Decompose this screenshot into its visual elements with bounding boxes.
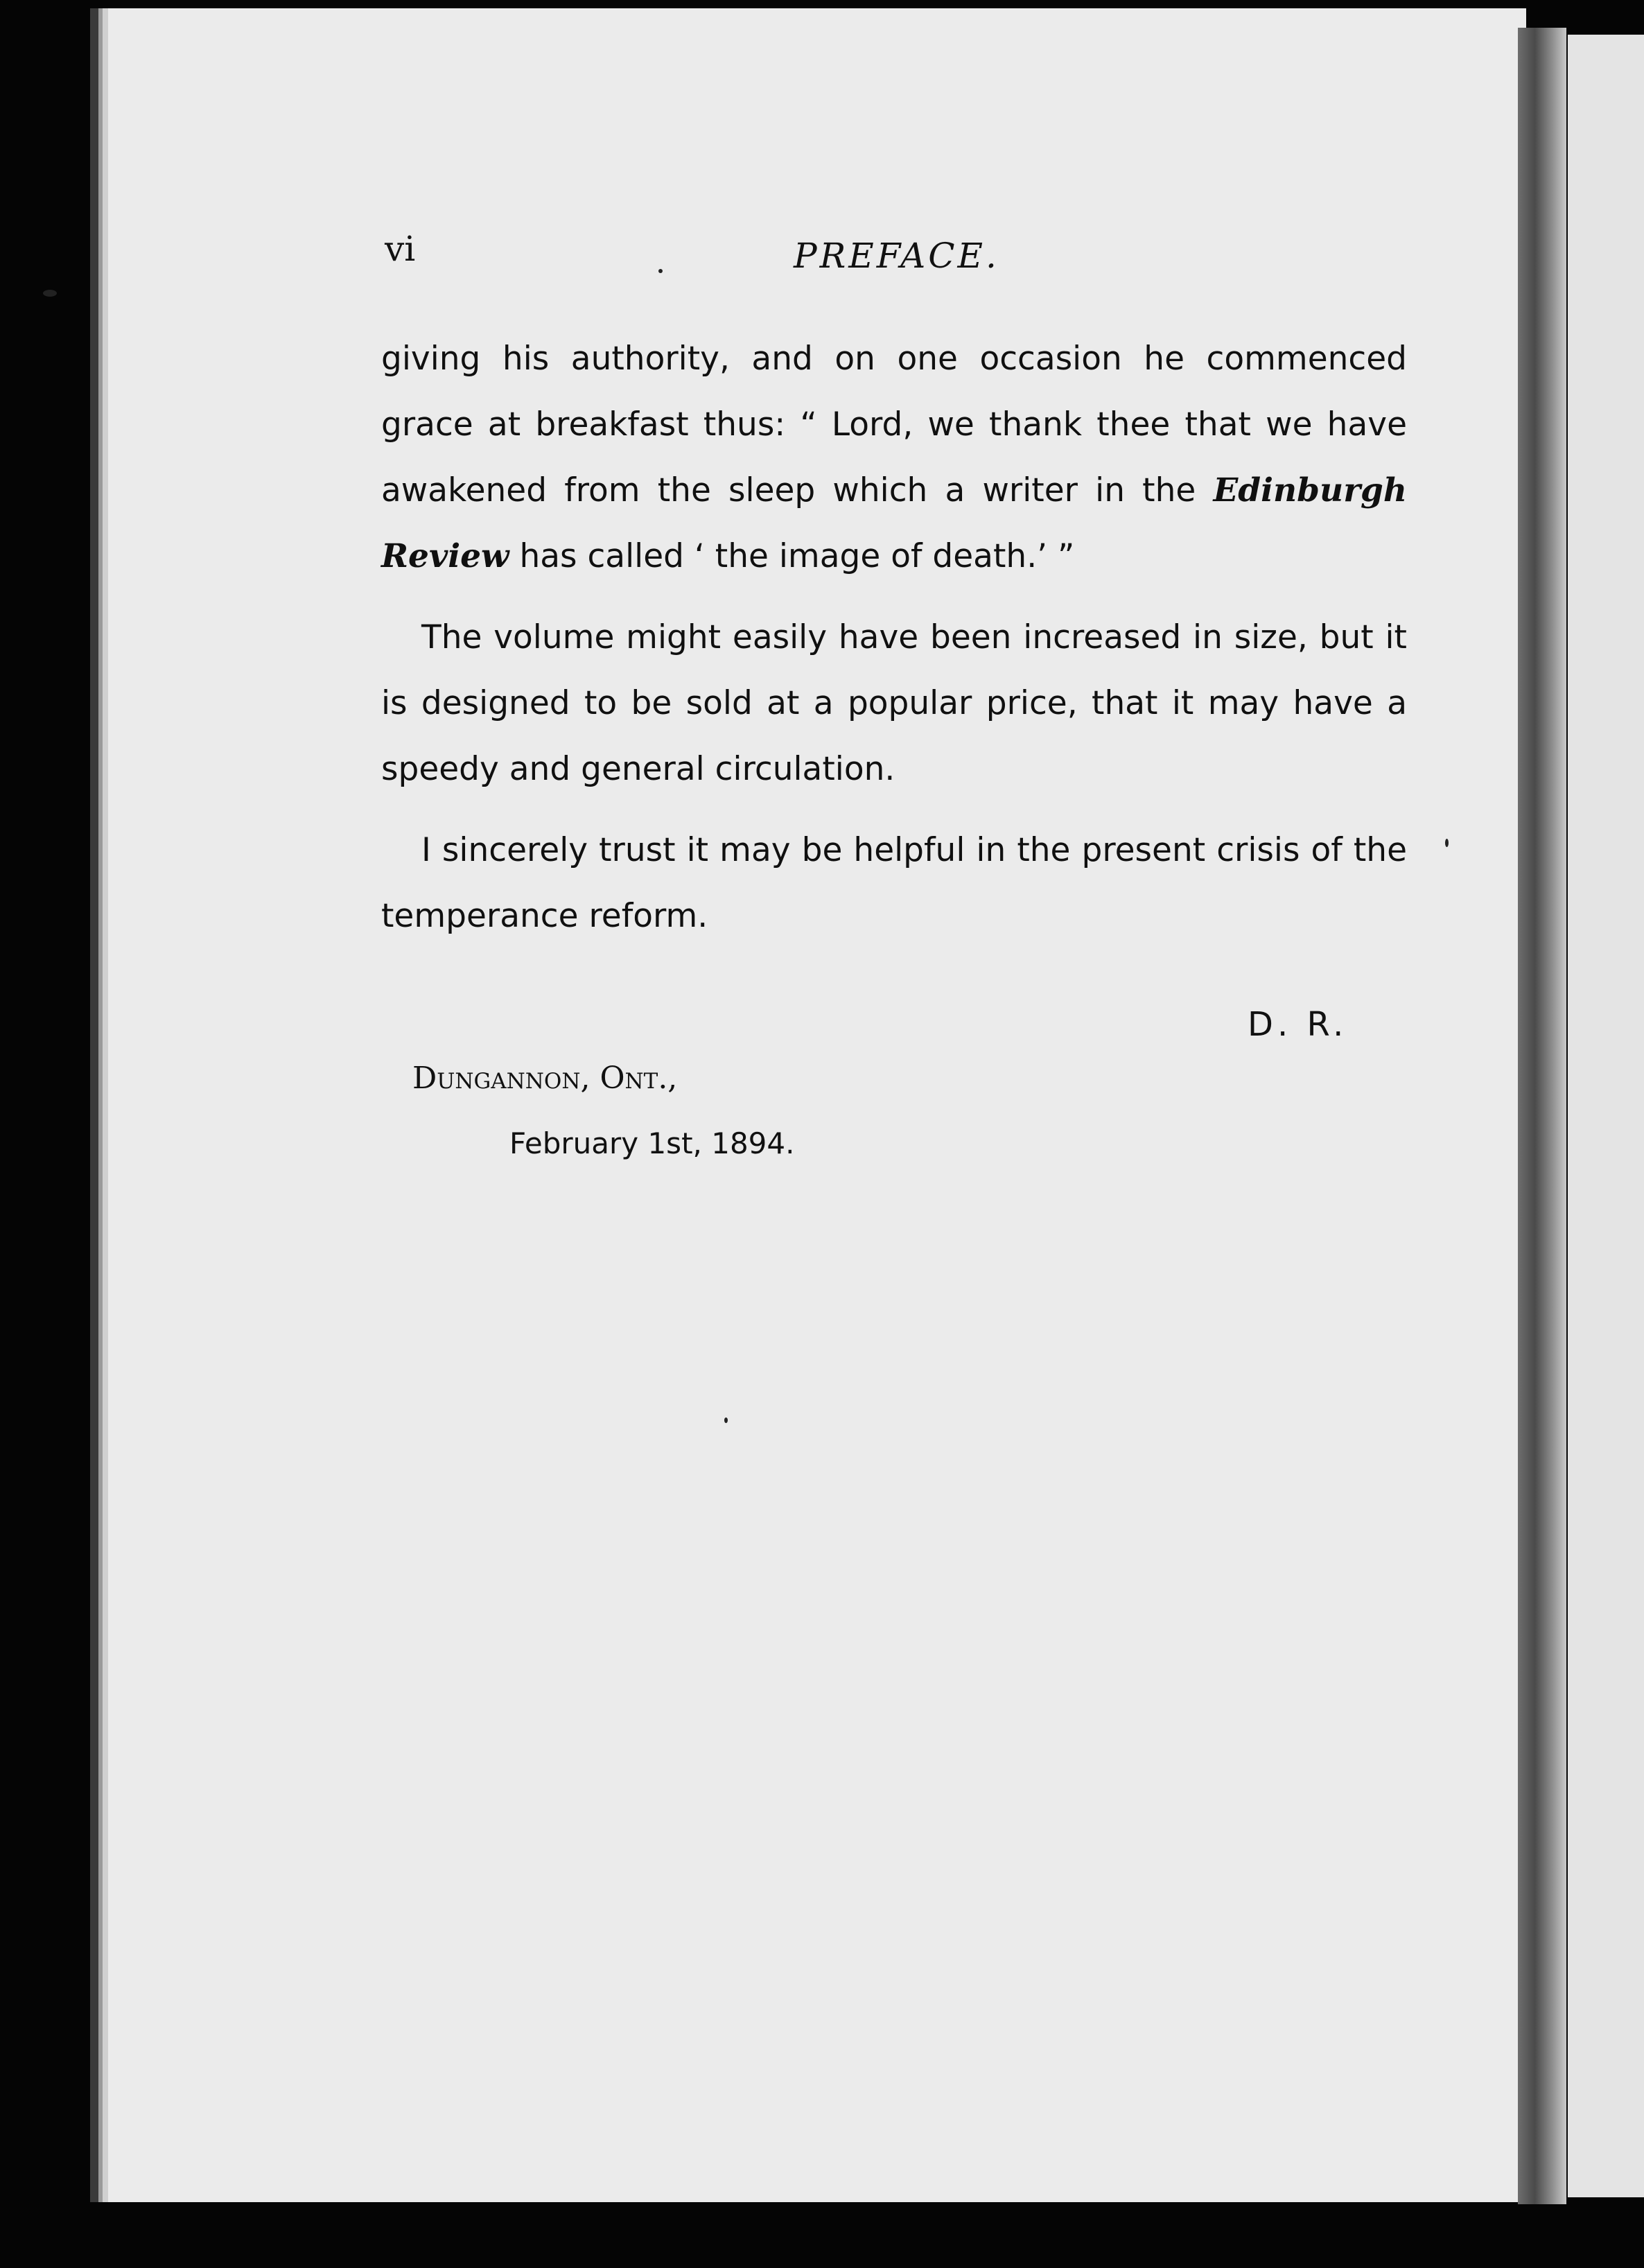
author-initials: D. R. — [1248, 1005, 1348, 1044]
scan-speck — [724, 1418, 728, 1423]
scan-speck — [43, 290, 57, 297]
dateline-date: February 1st, 1894. — [509, 1126, 795, 1160]
page-gutter-shadow — [1518, 28, 1566, 2204]
preface-body — [381, 326, 1407, 964]
page-number: vi — [385, 229, 416, 269]
paragraph-1-text-end: has called ‘ the image of death.’ ” — [509, 537, 1075, 575]
dateline-place: Dungannon, Ont., — [412, 1061, 678, 1096]
paragraph-2: The volume might easily have been increased in size, but it is designed to be sold at a popular price, that it may have a speedy and general circulation. — [381, 618, 1407, 788]
publication-title: Edinburgh Review — [381, 471, 1407, 575]
paragraph-1 — [381, 326, 1407, 589]
adjacent-page-edge — [1568, 35, 1644, 2197]
running-title: PREFACE. — [794, 236, 999, 276]
scan-speck — [658, 269, 663, 273]
scan-speck — [1445, 839, 1449, 847]
page-header — [385, 229, 1410, 284]
paragraph-3: I sincerely trust it may be helpful in the present crisis of the temperance reform. — [381, 831, 1407, 935]
paragraph-1-text-start: giving his authority, and on one occasion he commenced grace at breakfast thus: “ Lord, we thank thee that we have awakened from the sleep which a writer in the — [381, 340, 1407, 509]
